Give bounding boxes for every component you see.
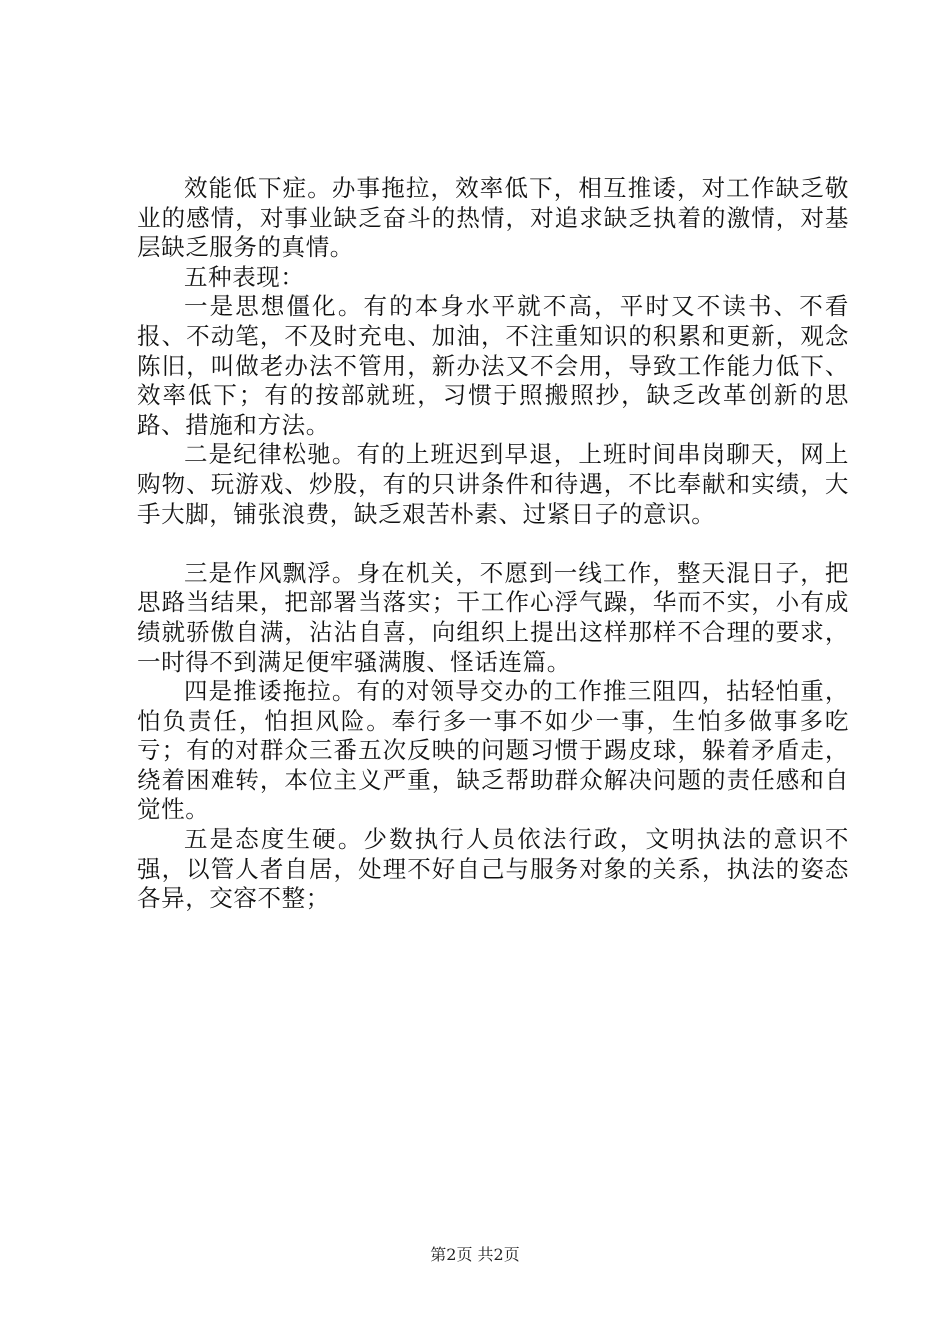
paragraph-point-five: 五是态度生硬。少数执行人员依法行政，文明执法的意识不强，以管人者自居，处理不好自己与服务对象的关系，执法的姿态各异，交容不整；: [137, 825, 849, 913]
paragraph-intro: 效能低下症。办事拖拉，效率低下，相互推诿，对工作缺乏敬业的感情，对事业缺乏奋斗的热情，对追求缺乏执着的激情，对基层缺乏服务的真情。: [137, 174, 849, 262]
paragraph-point-two: 二是纪律松驰。有的上班迟到早退，上班时间串岗聊天，网上购物、玩游戏、炒股，有的只讲条件和待遇，不比奉献和实绩，大手大脚，铺张浪费，缺乏艰苦朴素、过紧日子的意识。: [137, 440, 849, 528]
page-number-footer: 第2页 共2页: [430, 1245, 520, 1264]
paragraph-point-one: 一是思想僵化。有的本身水平就不高，平时又不读书、不看报、不动笔，不及时充电、加油，不注重知识的积累和更新，观念陈旧，叫做老办法不管用，新办法又不会用，导致工作能力低下、效率低下；有的按部就班，习惯于照搬照抄，缺乏改革创新的思路、措施和方法。: [137, 292, 849, 439]
paragraph-spacer: [137, 529, 849, 559]
document-body: [137, 174, 849, 914]
paragraph-point-four: 四是推诿拖拉。有的对领导交办的工作推三阻四，拈轻怕重，怕负责任，怕担风险。奉行多一事不如少一事，生怕多做事多吃亏；有的对群众三番五次反映的问题习惯于踢皮球，躲着矛盾走，绕着困难转，本位主义严重，缺乏帮助群众解决问题的责任感和自觉性。: [137, 677, 849, 824]
paragraph-heading-five-manifestations: 五种表现：: [184, 262, 305, 291]
paragraph-point-three: 三是作风飘浮。身在机关，不愿到一线工作，整天混日子，把思路当结果，把部署当落实；干工作心浮气躁，华而不实，小有成绩就骄傲自满，沾沾自喜，向组织上提出这样那样不合理的要求，一时得不到满足便牢骚满腹、怪话连篇。: [137, 558, 849, 676]
